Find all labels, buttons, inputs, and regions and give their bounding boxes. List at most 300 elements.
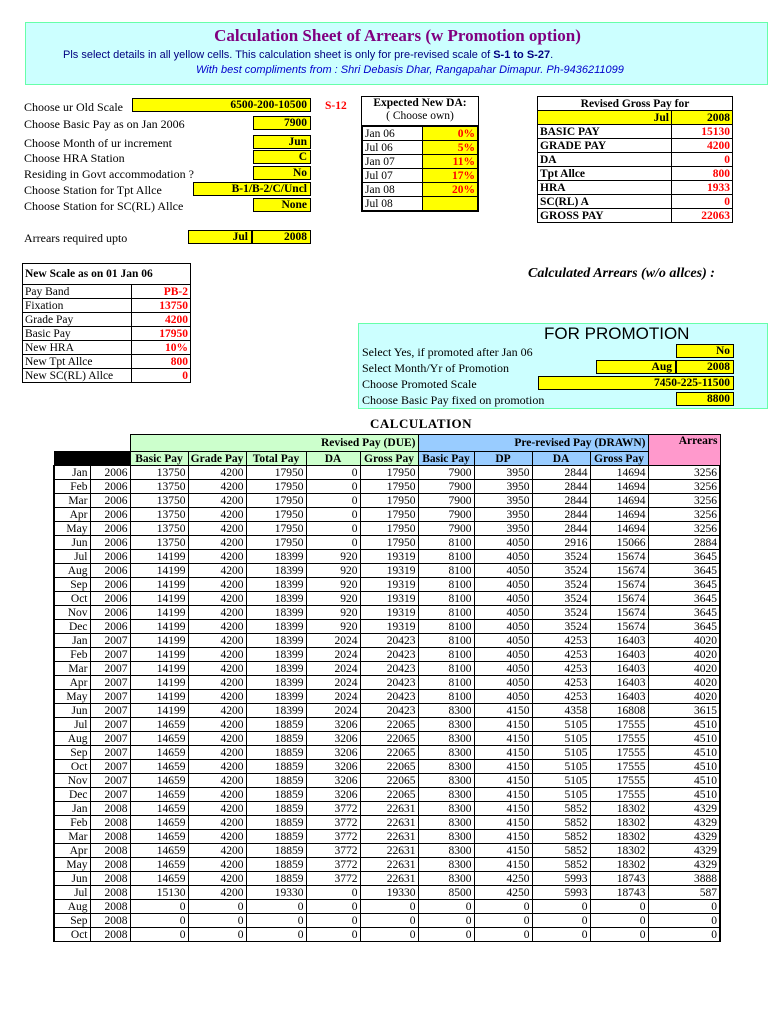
row-arrears: 3256 bbox=[648, 522, 720, 536]
row-cell: 4200 bbox=[188, 480, 246, 494]
new-scale-value: PB-2 bbox=[132, 285, 191, 299]
row-month: May bbox=[54, 858, 90, 872]
row-cell: 0 bbox=[246, 914, 306, 928]
row-cell: 18399 bbox=[246, 550, 306, 564]
da-row bbox=[363, 197, 478, 211]
row-year: 2006 bbox=[90, 606, 130, 620]
table-row bbox=[54, 732, 720, 746]
group-revised-due: Revised Pay (DUE) bbox=[130, 435, 418, 452]
row-cell: 4150 bbox=[474, 816, 532, 830]
row-cell: 18859 bbox=[246, 718, 306, 732]
row-cell: 17950 bbox=[246, 522, 306, 536]
promoted-select[interactable]: No bbox=[676, 344, 734, 358]
row-cell: 4200 bbox=[188, 494, 246, 508]
gross-pay-year-select[interactable]: 2008 bbox=[672, 111, 733, 125]
row-cell: 2024 bbox=[306, 704, 360, 718]
row-cell: 0 bbox=[532, 900, 590, 914]
instructions-text bbox=[63, 49, 553, 61]
row-cell: 17950 bbox=[360, 522, 418, 536]
row-cell: 14199 bbox=[130, 676, 188, 690]
row-cell: 17555 bbox=[590, 788, 648, 802]
promotion-month-select[interactable]: Aug bbox=[596, 360, 676, 374]
row-arrears: 4510 bbox=[648, 760, 720, 774]
row-cell: 14694 bbox=[590, 494, 648, 508]
row-arrears: 4329 bbox=[648, 844, 720, 858]
row-cell: 2024 bbox=[306, 676, 360, 690]
da-value-input[interactable]: 20% bbox=[423, 183, 478, 197]
row-cell: 8100 bbox=[418, 606, 474, 620]
promoted-scale-label: Choose Promoted Scale bbox=[362, 377, 477, 391]
row-cell: 8100 bbox=[418, 690, 474, 704]
row-cell: 18399 bbox=[246, 676, 306, 690]
row-month: Jun bbox=[54, 872, 90, 886]
row-cell: 3950 bbox=[474, 480, 532, 494]
row-cell: 8300 bbox=[418, 704, 474, 718]
row-cell: 18302 bbox=[590, 858, 648, 872]
arrears-upto-month-select[interactable]: Jul bbox=[188, 230, 252, 244]
da-row bbox=[363, 127, 478, 141]
row-cell: 14659 bbox=[130, 774, 188, 788]
row-cell: 18859 bbox=[246, 802, 306, 816]
row-cell: 17950 bbox=[360, 480, 418, 494]
row-cell: 18859 bbox=[246, 872, 306, 886]
row-cell: 3206 bbox=[306, 760, 360, 774]
expected-da-title: Expected New DA: bbox=[373, 97, 467, 109]
row-year: 2007 bbox=[90, 648, 130, 662]
row-cell: 18859 bbox=[246, 830, 306, 844]
row-cell: 0 bbox=[590, 928, 648, 942]
row-cell: 14199 bbox=[130, 704, 188, 718]
row-cell: 0 bbox=[360, 928, 418, 942]
row-cell: 18743 bbox=[590, 872, 648, 886]
row-month: May bbox=[54, 522, 90, 536]
row-cell: 4200 bbox=[188, 718, 246, 732]
row-cell: 14659 bbox=[130, 788, 188, 802]
gross-pay-row bbox=[538, 153, 733, 167]
row-cell: 0 bbox=[532, 928, 590, 942]
row-cell: 4050 bbox=[474, 690, 532, 704]
row-cell: 17555 bbox=[590, 746, 648, 760]
row-cell: 3524 bbox=[532, 564, 590, 578]
row-cell: 2844 bbox=[532, 508, 590, 522]
row-year: 2006 bbox=[90, 536, 130, 550]
new-scale-label: Pay Band bbox=[23, 285, 132, 299]
promotion-year-select[interactable]: 2008 bbox=[676, 360, 734, 374]
row-year: 2007 bbox=[90, 788, 130, 802]
row-cell: 0 bbox=[306, 928, 360, 942]
row-cell: 920 bbox=[306, 564, 360, 578]
row-cell: 4050 bbox=[474, 606, 532, 620]
row-arrears: 3645 bbox=[648, 592, 720, 606]
gross-pay-row bbox=[538, 167, 733, 181]
row-cell: 8100 bbox=[418, 648, 474, 662]
row-cell: 4200 bbox=[188, 592, 246, 606]
gross-pay-value: 1933 bbox=[672, 181, 733, 195]
row-cell: 7900 bbox=[418, 480, 474, 494]
row-cell: 4150 bbox=[474, 788, 532, 802]
row-cell: 4200 bbox=[188, 774, 246, 788]
row-cell: 18399 bbox=[246, 592, 306, 606]
row-cell: 8100 bbox=[418, 676, 474, 690]
row-cell: 2844 bbox=[532, 466, 590, 480]
row-cell: 19319 bbox=[360, 564, 418, 578]
row-cell: 17555 bbox=[590, 760, 648, 774]
row-cell: 7900 bbox=[418, 494, 474, 508]
row-cell: 4050 bbox=[474, 676, 532, 690]
row-cell: 13750 bbox=[130, 522, 188, 536]
old-scale-select[interactable]: 6500-200-10500 bbox=[132, 98, 311, 112]
row-cell: 4150 bbox=[474, 802, 532, 816]
row-cell: 19330 bbox=[360, 886, 418, 900]
da-row bbox=[363, 169, 478, 183]
row-cell: 18399 bbox=[246, 704, 306, 718]
row-arrears: 4329 bbox=[648, 858, 720, 872]
gross-pay-row bbox=[538, 195, 733, 209]
row-arrears: 3256 bbox=[648, 508, 720, 522]
row-month: May bbox=[54, 690, 90, 704]
row-cell: 15066 bbox=[590, 536, 648, 550]
row-cell: 14199 bbox=[130, 634, 188, 648]
row-cell: 18399 bbox=[246, 662, 306, 676]
row-cell: 8100 bbox=[418, 592, 474, 606]
row-month: Nov bbox=[54, 774, 90, 788]
row-cell: 4200 bbox=[188, 844, 246, 858]
row-year: 2007 bbox=[90, 746, 130, 760]
row-cell: 13750 bbox=[130, 480, 188, 494]
row-cell: 4050 bbox=[474, 550, 532, 564]
row-cell: 5105 bbox=[532, 746, 590, 760]
row-cell: 14199 bbox=[130, 550, 188, 564]
scrl-station-label: Choose Station for SC(RL) Allce bbox=[24, 199, 184, 213]
table-row bbox=[54, 802, 720, 816]
row-cell: 4050 bbox=[474, 536, 532, 550]
table-row bbox=[54, 774, 720, 788]
row-cell: 0 bbox=[306, 536, 360, 550]
table-row bbox=[54, 606, 720, 620]
table-row bbox=[54, 746, 720, 760]
row-cell: 8300 bbox=[418, 732, 474, 746]
row-cell: 0 bbox=[306, 494, 360, 508]
row-cell: 15674 bbox=[590, 620, 648, 634]
promoted-label: Select Yes, if promoted after Jan 06 bbox=[362, 345, 533, 359]
row-cell: 0 bbox=[306, 900, 360, 914]
row-cell: 18859 bbox=[246, 858, 306, 872]
row-year: 2007 bbox=[90, 662, 130, 676]
da-value-input[interactable] bbox=[423, 197, 478, 211]
row-cell: 4250 bbox=[474, 886, 532, 900]
expected-da-table bbox=[362, 126, 478, 211]
row-cell: 8500 bbox=[418, 886, 474, 900]
expected-da-panel bbox=[361, 96, 479, 212]
row-year: 2008 bbox=[90, 802, 130, 816]
row-arrears: 4510 bbox=[648, 788, 720, 802]
tpt-station-select[interactable]: B-1/B-2/C/Uncl bbox=[193, 182, 311, 196]
gross-pay-value: 4200 bbox=[672, 139, 733, 153]
row-cell: 920 bbox=[306, 550, 360, 564]
row-arrears: 4510 bbox=[648, 718, 720, 732]
row-year: 2007 bbox=[90, 690, 130, 704]
row-arrears: 4329 bbox=[648, 816, 720, 830]
table-row bbox=[54, 648, 720, 662]
increment-label: Choose Month of ur increment bbox=[24, 136, 172, 150]
row-cell: 4200 bbox=[188, 676, 246, 690]
row-cell: 13750 bbox=[130, 466, 188, 480]
gross-pay-row bbox=[538, 125, 733, 139]
row-cell: 2024 bbox=[306, 648, 360, 662]
row-cell: 18302 bbox=[590, 830, 648, 844]
row-cell: 15130 bbox=[130, 886, 188, 900]
da-value-input[interactable]: 11% bbox=[423, 155, 478, 169]
row-cell: 5105 bbox=[532, 732, 590, 746]
table-row bbox=[54, 592, 720, 606]
row-cell: 3950 bbox=[474, 522, 532, 536]
row-year: 2006 bbox=[90, 564, 130, 578]
row-cell: 4200 bbox=[188, 634, 246, 648]
row-cell: 3206 bbox=[306, 788, 360, 802]
row-cell: 20423 bbox=[360, 648, 418, 662]
row-cell: 4150 bbox=[474, 718, 532, 732]
gross-pay-label: GRADE PAY bbox=[538, 139, 672, 153]
row-cell: 4200 bbox=[188, 662, 246, 676]
row-cell: 18859 bbox=[246, 788, 306, 802]
row-arrears: 4020 bbox=[648, 648, 720, 662]
row-month: Apr bbox=[54, 676, 90, 690]
row-cell: 16808 bbox=[590, 704, 648, 718]
row-cell: 0 bbox=[246, 928, 306, 942]
row-cell: 15674 bbox=[590, 550, 648, 564]
row-cell: 3206 bbox=[306, 732, 360, 746]
new-scale-row bbox=[23, 369, 191, 383]
row-cell: 0 bbox=[418, 914, 474, 928]
da-period: Jul 07 bbox=[363, 169, 423, 183]
row-cell: 5105 bbox=[532, 718, 590, 732]
row-cell: 17950 bbox=[360, 536, 418, 550]
row-arrears: 3645 bbox=[648, 564, 720, 578]
row-year: 2008 bbox=[90, 900, 130, 914]
row-cell: 8300 bbox=[418, 788, 474, 802]
da-period: Jul 06 bbox=[363, 141, 423, 155]
row-month: Dec bbox=[54, 788, 90, 802]
basic-pay-select[interactable]: 7900 bbox=[253, 116, 311, 130]
gross-pay-label: BASIC PAY bbox=[538, 125, 672, 139]
table-row bbox=[54, 886, 720, 900]
new-scale-table bbox=[22, 263, 191, 383]
row-cell: 2916 bbox=[532, 536, 590, 550]
basic-pay-label: Choose Basic Pay as on Jan 2006 bbox=[24, 117, 185, 131]
row-cell: 14199 bbox=[130, 620, 188, 634]
row-cell: 16403 bbox=[590, 676, 648, 690]
row-arrears: 2884 bbox=[648, 536, 720, 550]
row-cell: 14199 bbox=[130, 564, 188, 578]
row-cell: 0 bbox=[532, 914, 590, 928]
column-header: Grade Pay bbox=[188, 452, 246, 466]
column-header: Basic Pay bbox=[418, 452, 474, 466]
row-cell: 8300 bbox=[418, 760, 474, 774]
row-month: Mar bbox=[54, 830, 90, 844]
row-year: 2006 bbox=[90, 578, 130, 592]
row-month: Sep bbox=[54, 578, 90, 592]
row-year: 2008 bbox=[90, 816, 130, 830]
row-month: Oct bbox=[54, 760, 90, 774]
row-cell: 14694 bbox=[590, 480, 648, 494]
header-banner bbox=[25, 22, 768, 85]
row-cell: 14659 bbox=[130, 802, 188, 816]
row-cell: 4200 bbox=[188, 606, 246, 620]
row-cell: 14199 bbox=[130, 592, 188, 606]
increment-select[interactable]: Jun bbox=[253, 135, 311, 149]
row-year: 2007 bbox=[90, 760, 130, 774]
row-cell: 14199 bbox=[130, 648, 188, 662]
row-cell: 4200 bbox=[188, 578, 246, 592]
row-cell: 4050 bbox=[474, 620, 532, 634]
row-cell: 17555 bbox=[590, 718, 648, 732]
row-year: 2007 bbox=[90, 704, 130, 718]
row-cell: 4150 bbox=[474, 830, 532, 844]
row-cell: 17555 bbox=[590, 732, 648, 746]
row-year: 2006 bbox=[90, 522, 130, 536]
row-cell: 17950 bbox=[246, 508, 306, 522]
row-cell: 20423 bbox=[360, 690, 418, 704]
new-scale-value: 4200 bbox=[132, 313, 191, 327]
new-scale-row bbox=[23, 299, 191, 313]
row-cell: 14659 bbox=[130, 858, 188, 872]
hra-select[interactable]: C bbox=[253, 150, 311, 164]
promotion-basic-select[interactable]: 8800 bbox=[676, 392, 734, 406]
row-arrears: 3256 bbox=[648, 480, 720, 494]
promoted-scale-select[interactable]: 7450-225-11500 bbox=[538, 376, 734, 390]
row-cell: 4200 bbox=[188, 732, 246, 746]
row-cell: 2844 bbox=[532, 480, 590, 494]
column-header: DA bbox=[306, 452, 360, 466]
header-corner bbox=[54, 452, 130, 466]
row-cell: 4050 bbox=[474, 662, 532, 676]
row-cell: 18399 bbox=[246, 564, 306, 578]
row-cell: 18399 bbox=[246, 620, 306, 634]
row-arrears: 3645 bbox=[648, 606, 720, 620]
row-cell: 14659 bbox=[130, 816, 188, 830]
row-cell: 920 bbox=[306, 606, 360, 620]
row-cell: 4200 bbox=[188, 746, 246, 760]
row-month: Apr bbox=[54, 508, 90, 522]
row-cell: 8300 bbox=[418, 774, 474, 788]
table-row bbox=[54, 494, 720, 508]
row-month: Oct bbox=[54, 928, 90, 942]
row-arrears: 4020 bbox=[648, 634, 720, 648]
govt-accommodation-select[interactable]: No bbox=[253, 166, 311, 180]
gross-pay-month-select[interactable]: Jul bbox=[538, 111, 672, 125]
row-cell: 0 bbox=[188, 900, 246, 914]
row-cell: 8300 bbox=[418, 816, 474, 830]
row-cell: 0 bbox=[418, 900, 474, 914]
gross-pay-label: HRA bbox=[538, 181, 672, 195]
row-arrears: 0 bbox=[648, 928, 720, 942]
row-cell: 14659 bbox=[130, 844, 188, 858]
row-cell: 18302 bbox=[590, 844, 648, 858]
row-cell: 8100 bbox=[418, 564, 474, 578]
row-cell: 4253 bbox=[532, 662, 590, 676]
gross-pay-label: Tpt Allce bbox=[538, 167, 672, 181]
da-value-input[interactable]: 17% bbox=[423, 169, 478, 183]
row-cell: 3206 bbox=[306, 718, 360, 732]
row-cell: 0 bbox=[306, 886, 360, 900]
table-row bbox=[54, 816, 720, 830]
row-cell: 0 bbox=[188, 914, 246, 928]
row-cell: 4050 bbox=[474, 648, 532, 662]
row-arrears: 3888 bbox=[648, 872, 720, 886]
row-month: Jan bbox=[54, 634, 90, 648]
calculation-title: CALCULATION bbox=[370, 416, 473, 431]
promotion-month-label: Select Month/Yr of Promotion bbox=[362, 361, 509, 375]
row-cell: 8100 bbox=[418, 536, 474, 550]
row-cell: 4358 bbox=[532, 704, 590, 718]
row-cell: 0 bbox=[306, 914, 360, 928]
row-cell: 4253 bbox=[532, 648, 590, 662]
row-arrears: 3256 bbox=[648, 494, 720, 508]
row-cell: 4253 bbox=[532, 634, 590, 648]
old-scale-label: Choose ur Old Scale bbox=[24, 100, 123, 114]
row-cell: 13750 bbox=[130, 494, 188, 508]
row-cell: 14694 bbox=[590, 466, 648, 480]
row-cell: 14199 bbox=[130, 662, 188, 676]
row-month: Aug bbox=[54, 732, 90, 746]
row-cell: 920 bbox=[306, 578, 360, 592]
row-cell: 19319 bbox=[360, 550, 418, 564]
row-month: Aug bbox=[54, 900, 90, 914]
row-arrears: 3645 bbox=[648, 550, 720, 564]
da-row bbox=[363, 141, 478, 155]
row-arrears: 587 bbox=[648, 886, 720, 900]
row-cell: 18859 bbox=[246, 774, 306, 788]
row-month: Jun bbox=[54, 536, 90, 550]
table-row bbox=[54, 634, 720, 648]
arrears-upto-year-select[interactable]: 2008 bbox=[252, 230, 311, 244]
da-value-input[interactable]: 0% bbox=[423, 127, 478, 141]
row-cell: 4200 bbox=[188, 858, 246, 872]
row-cell: 4200 bbox=[188, 564, 246, 578]
row-cell: 4250 bbox=[474, 872, 532, 886]
scrl-station-select[interactable]: None bbox=[253, 198, 311, 212]
row-cell: 14659 bbox=[130, 760, 188, 774]
row-cell: 920 bbox=[306, 620, 360, 634]
row-cell: 22631 bbox=[360, 858, 418, 872]
row-arrears: 4329 bbox=[648, 830, 720, 844]
row-cell: 4050 bbox=[474, 578, 532, 592]
row-cell: 3772 bbox=[306, 858, 360, 872]
row-cell: 18302 bbox=[590, 802, 648, 816]
row-cell: 8300 bbox=[418, 844, 474, 858]
row-month: Nov bbox=[54, 606, 90, 620]
calculated-arrears-label: Calculated Arrears (w/o allces) : bbox=[528, 266, 715, 281]
row-month: Jul bbox=[54, 550, 90, 564]
row-cell: 4150 bbox=[474, 704, 532, 718]
row-cell: 18399 bbox=[246, 648, 306, 662]
new-scale-row bbox=[23, 285, 191, 299]
column-header: Gross Pay bbox=[360, 452, 418, 466]
row-cell: 22631 bbox=[360, 844, 418, 858]
expected-da-subtitle: ( Choose own) bbox=[362, 110, 478, 126]
da-value-input[interactable]: 5% bbox=[423, 141, 478, 155]
row-cell: 0 bbox=[474, 928, 532, 942]
row-cell: 4200 bbox=[188, 886, 246, 900]
row-cell: 4150 bbox=[474, 732, 532, 746]
gross-pay-value: 22063 bbox=[672, 209, 733, 223]
row-cell: 0 bbox=[590, 900, 648, 914]
row-cell: 5105 bbox=[532, 774, 590, 788]
row-cell: 22631 bbox=[360, 802, 418, 816]
row-year: 2007 bbox=[90, 732, 130, 746]
row-year: 2006 bbox=[90, 494, 130, 508]
row-year: 2006 bbox=[90, 620, 130, 634]
